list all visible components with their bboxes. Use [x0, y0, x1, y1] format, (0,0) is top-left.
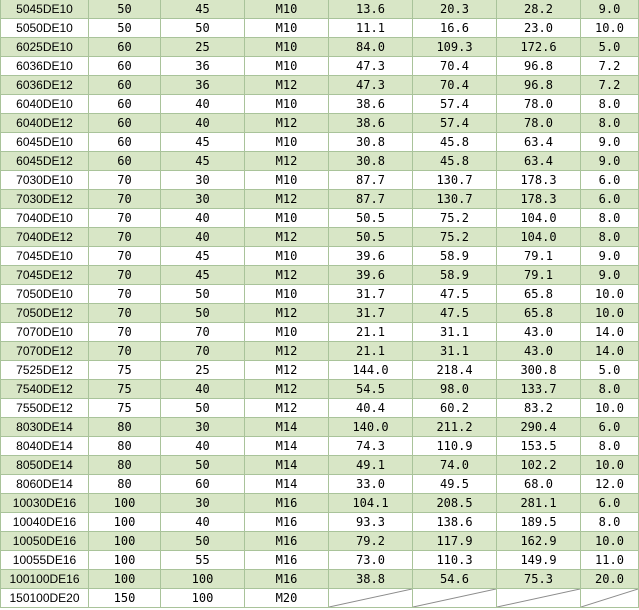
- cell-value-4: 10.0: [581, 399, 639, 418]
- cell-thread: M10: [245, 133, 329, 152]
- cell-model: 8040DE14: [1, 437, 89, 456]
- cell-value-2: 57.4: [413, 114, 497, 133]
- cell-value-3: 172.6: [497, 38, 581, 57]
- table-row: [1, 399, 639, 418]
- table-row: [1, 0, 639, 19]
- cell-dim-a: 70: [89, 285, 161, 304]
- cell-model: 10055DE16: [1, 551, 89, 570]
- cell-dim-b: 36: [161, 76, 245, 95]
- cell-dim-b: 25: [161, 38, 245, 57]
- cell-value-4: 8.0: [581, 513, 639, 532]
- cell-dim-a: 80: [89, 437, 161, 456]
- cell-dim-a: 75: [89, 361, 161, 380]
- cell-model: 7070DE10: [1, 323, 89, 342]
- cell-dim-b: 30: [161, 190, 245, 209]
- cell-value-3: 189.5: [497, 513, 581, 532]
- cell-value-4: 14.0: [581, 323, 639, 342]
- cell-dim-a: 100: [89, 532, 161, 551]
- cell-dim-a: 60: [89, 95, 161, 114]
- cell-dim-a: 50: [89, 0, 161, 19]
- cell-model: 7040DE12: [1, 228, 89, 247]
- empty-cell-diagonal: [581, 589, 638, 607]
- cell-dim-b: 100: [161, 589, 245, 608]
- cell-value-4: 10.0: [581, 304, 639, 323]
- cell-value-3: 28.2: [497, 0, 581, 19]
- cell-dim-a: 100: [89, 494, 161, 513]
- table-row: [1, 494, 639, 513]
- cell-dim-a: 70: [89, 190, 161, 209]
- cell-value-3: 96.8: [497, 57, 581, 76]
- cell-value-4: 8.0: [581, 380, 639, 399]
- cell-value-3: 63.4: [497, 133, 581, 152]
- cell-dim-a: 50: [89, 19, 161, 38]
- cell-value-2: 54.6: [413, 570, 497, 589]
- cell-value-4: 20.0: [581, 570, 639, 589]
- cell-dim-b: 40: [161, 437, 245, 456]
- cell-dim-a: 70: [89, 266, 161, 285]
- cell-dim-a: 100: [89, 570, 161, 589]
- cell-value-3: 104.0: [497, 209, 581, 228]
- cell-model: 6040DE12: [1, 114, 89, 133]
- cell-dim-b: 40: [161, 380, 245, 399]
- cell-value-4: 10.0: [581, 532, 639, 551]
- cell-value-3: 43.0: [497, 323, 581, 342]
- table-row: [1, 114, 639, 133]
- cell-value-4: 9.0: [581, 247, 639, 266]
- cell-dim-a: 100: [89, 551, 161, 570]
- cell-model: 7030DE10: [1, 171, 89, 190]
- cell-value-1: 87.7: [329, 190, 413, 209]
- table-row: [1, 190, 639, 209]
- cell-value-3: 79.1: [497, 266, 581, 285]
- table-row: [1, 38, 639, 57]
- cell-value-2: 57.4: [413, 95, 497, 114]
- cell-thread: M10: [245, 323, 329, 342]
- cell-dim-a: 60: [89, 38, 161, 57]
- cell-value-1: 40.4: [329, 399, 413, 418]
- cell-value-2: 60.2: [413, 399, 497, 418]
- cell-value-2: 74.0: [413, 456, 497, 475]
- cell-value-4: 10.0: [581, 19, 639, 38]
- cell-value-2: 117.9: [413, 532, 497, 551]
- cell-value-2: 130.7: [413, 190, 497, 209]
- cell-model: 7045DE12: [1, 266, 89, 285]
- table-row: [1, 589, 639, 608]
- cell-value-4: 14.0: [581, 342, 639, 361]
- cell-value-2: 58.9: [413, 266, 497, 285]
- cell-value-3: 75.3: [497, 570, 581, 589]
- cell-value-1: 31.7: [329, 285, 413, 304]
- table-row: [1, 152, 639, 171]
- cell-value-3: 78.0: [497, 95, 581, 114]
- cell-value-1: 49.1: [329, 456, 413, 475]
- cell-value-3: 63.4: [497, 152, 581, 171]
- cell-dim-a: 60: [89, 57, 161, 76]
- cell-value-3: 68.0: [497, 475, 581, 494]
- cell-value-4: 9.0: [581, 133, 639, 152]
- cell-dim-b: 45: [161, 247, 245, 266]
- cell-value-4: 8.0: [581, 209, 639, 228]
- cell-thread: M16: [245, 570, 329, 589]
- cell-model: 7050DE10: [1, 285, 89, 304]
- cell-dim-a: 70: [89, 304, 161, 323]
- cell-dim-b: 25: [161, 361, 245, 380]
- cell-thread: M10: [245, 247, 329, 266]
- cell-value-3: 96.8: [497, 76, 581, 95]
- cell-value-1: 31.7: [329, 304, 413, 323]
- cell-thread: M10: [245, 57, 329, 76]
- cell-value-3: 133.7: [497, 380, 581, 399]
- table-row: [1, 76, 639, 95]
- cell-value-4: 7.2: [581, 76, 639, 95]
- cell-value-4: 8.0: [581, 437, 639, 456]
- cell-value-4: 11.0: [581, 551, 639, 570]
- cell-dim-b: 30: [161, 418, 245, 437]
- cell-value-4: 10.0: [581, 456, 639, 475]
- cell-value-2: 45.8: [413, 133, 497, 152]
- cell-value-1: 54.5: [329, 380, 413, 399]
- cell-value-2: 31.1: [413, 323, 497, 342]
- cell-thread: M20: [245, 589, 329, 608]
- table-row: [1, 513, 639, 532]
- cell-model: 6025DE10: [1, 38, 89, 57]
- table-row: [1, 380, 639, 399]
- cell-thread: M14: [245, 418, 329, 437]
- cell-thread: M12: [245, 399, 329, 418]
- cell-value-2: 98.0: [413, 380, 497, 399]
- cell-value-3: 300.8: [497, 361, 581, 380]
- cell-value-1: 79.2: [329, 532, 413, 551]
- cell-value-1: [329, 589, 413, 608]
- cell-dim-a: 60: [89, 76, 161, 95]
- cell-dim-b: 70: [161, 323, 245, 342]
- table-row: [1, 456, 639, 475]
- cell-value-4: 8.0: [581, 95, 639, 114]
- cell-model: 6036DE10: [1, 57, 89, 76]
- cell-value-2: 70.4: [413, 76, 497, 95]
- cell-value-1: 39.6: [329, 266, 413, 285]
- cell-dim-b: 50: [161, 399, 245, 418]
- cell-dim-b: 45: [161, 152, 245, 171]
- cell-value-1: 39.6: [329, 247, 413, 266]
- cell-value-3: 178.3: [497, 171, 581, 190]
- cell-model: 6036DE12: [1, 76, 89, 95]
- cell-model: 5050DE10: [1, 19, 89, 38]
- table-row: [1, 475, 639, 494]
- cell-model: 7045DE10: [1, 247, 89, 266]
- cell-dim-b: 50: [161, 304, 245, 323]
- cell-dim-b: 30: [161, 171, 245, 190]
- cell-value-2: 45.8: [413, 152, 497, 171]
- cell-dim-a: 70: [89, 247, 161, 266]
- cell-value-4: 8.0: [581, 114, 639, 133]
- table-row: [1, 209, 639, 228]
- cell-dim-b: 45: [161, 133, 245, 152]
- cell-value-1: 74.3: [329, 437, 413, 456]
- cell-dim-a: 60: [89, 133, 161, 152]
- cell-value-2: 58.9: [413, 247, 497, 266]
- cell-dim-b: 36: [161, 57, 245, 76]
- cell-value-1: 30.8: [329, 133, 413, 152]
- cell-value-2: 110.3: [413, 551, 497, 570]
- cell-value-4: 9.0: [581, 0, 639, 19]
- cell-model: 7040DE10: [1, 209, 89, 228]
- cell-dim-a: 80: [89, 475, 161, 494]
- cell-model: 8030DE14: [1, 418, 89, 437]
- cell-thread: M12: [245, 361, 329, 380]
- cell-model: 7525DE12: [1, 361, 89, 380]
- cell-value-1: 11.1: [329, 19, 413, 38]
- cell-dim-a: 150: [89, 589, 161, 608]
- empty-cell-diagonal: [497, 589, 580, 607]
- cell-thread: M16: [245, 551, 329, 570]
- cell-thread: M16: [245, 494, 329, 513]
- cell-value-1: 73.0: [329, 551, 413, 570]
- cell-value-4: 5.0: [581, 38, 639, 57]
- cell-model: 8050DE14: [1, 456, 89, 475]
- cell-dim-b: 40: [161, 209, 245, 228]
- cell-value-1: 33.0: [329, 475, 413, 494]
- cell-dim-a: 60: [89, 152, 161, 171]
- cell-model: 7540DE12: [1, 380, 89, 399]
- cell-dim-b: 70: [161, 342, 245, 361]
- cell-value-1: 47.3: [329, 76, 413, 95]
- cell-value-2: 218.4: [413, 361, 497, 380]
- table-row: [1, 551, 639, 570]
- cell-dim-b: 50: [161, 532, 245, 551]
- cell-value-2: 110.9: [413, 437, 497, 456]
- cell-value-4: 6.0: [581, 494, 639, 513]
- cell-value-3: 178.3: [497, 190, 581, 209]
- cell-dim-a: 70: [89, 323, 161, 342]
- cell-model: 10040DE16: [1, 513, 89, 532]
- cell-thread: M10: [245, 19, 329, 38]
- cell-value-4: 6.0: [581, 171, 639, 190]
- cell-dim-a: 70: [89, 209, 161, 228]
- cell-value-1: 21.1: [329, 323, 413, 342]
- cell-value-1: 13.6: [329, 0, 413, 19]
- cell-value-4: [581, 589, 639, 608]
- cell-thread: M12: [245, 266, 329, 285]
- cell-thread: M10: [245, 209, 329, 228]
- cell-dim-a: 80: [89, 418, 161, 437]
- cell-model: 10030DE16: [1, 494, 89, 513]
- cell-thread: M12: [245, 190, 329, 209]
- cell-value-4: 9.0: [581, 152, 639, 171]
- cell-value-1: 50.5: [329, 228, 413, 247]
- cell-thread: M10: [245, 171, 329, 190]
- cell-value-4: 8.0: [581, 228, 639, 247]
- table-row: [1, 304, 639, 323]
- cell-dim-b: 45: [161, 266, 245, 285]
- cell-value-3: 65.8: [497, 285, 581, 304]
- table-row: [1, 532, 639, 551]
- cell-model: 150100DE20: [1, 589, 89, 608]
- table-row: [1, 228, 639, 247]
- cell-value-3: 290.4: [497, 418, 581, 437]
- cell-value-2: 70.4: [413, 57, 497, 76]
- table-row: [1, 570, 639, 589]
- cell-model: 6045DE12: [1, 152, 89, 171]
- cell-value-2: 130.7: [413, 171, 497, 190]
- cell-thread: M10: [245, 95, 329, 114]
- cell-dim-b: 40: [161, 513, 245, 532]
- cell-value-1: 47.3: [329, 57, 413, 76]
- cell-value-1: 104.1: [329, 494, 413, 513]
- cell-dim-a: 80: [89, 456, 161, 475]
- cell-value-3: 83.2: [497, 399, 581, 418]
- cell-dim-b: 50: [161, 285, 245, 304]
- cell-thread: M14: [245, 437, 329, 456]
- cell-value-2: 211.2: [413, 418, 497, 437]
- cell-value-1: 50.5: [329, 209, 413, 228]
- cell-thread: M12: [245, 76, 329, 95]
- cell-value-1: 144.0: [329, 361, 413, 380]
- cell-model: 5045DE10: [1, 0, 89, 19]
- cell-value-4: 6.0: [581, 190, 639, 209]
- cell-value-1: 93.3: [329, 513, 413, 532]
- cell-value-2: 47.5: [413, 304, 497, 323]
- cell-dim-b: 55: [161, 551, 245, 570]
- cell-dim-b: 30: [161, 494, 245, 513]
- cell-dim-a: 70: [89, 228, 161, 247]
- cell-model: 7550DE12: [1, 399, 89, 418]
- cell-value-1: 30.8: [329, 152, 413, 171]
- cell-thread: M16: [245, 513, 329, 532]
- table-row: [1, 19, 639, 38]
- cell-model: 8060DE14: [1, 475, 89, 494]
- cell-thread: M14: [245, 475, 329, 494]
- cell-value-2: 16.6: [413, 19, 497, 38]
- cell-value-3: 281.1: [497, 494, 581, 513]
- cell-value-4: 6.0: [581, 418, 639, 437]
- table-row: [1, 437, 639, 456]
- table-row: [1, 171, 639, 190]
- cell-value-4: 9.0: [581, 266, 639, 285]
- cell-value-1: 87.7: [329, 171, 413, 190]
- cell-thread: M12: [245, 152, 329, 171]
- cell-value-1: 140.0: [329, 418, 413, 437]
- table-row: [1, 285, 639, 304]
- cell-model: 7050DE12: [1, 304, 89, 323]
- cell-dim-b: 45: [161, 0, 245, 19]
- cell-dim-b: 40: [161, 228, 245, 247]
- spec-table-body: [1, 0, 639, 608]
- cell-value-2: 109.3: [413, 38, 497, 57]
- cell-value-3: 102.2: [497, 456, 581, 475]
- cell-dim-b: 100: [161, 570, 245, 589]
- cell-value-4: 12.0: [581, 475, 639, 494]
- cell-thread: M14: [245, 456, 329, 475]
- cell-value-1: 84.0: [329, 38, 413, 57]
- cell-value-3: 65.8: [497, 304, 581, 323]
- table-row: [1, 247, 639, 266]
- cell-value-2: [413, 589, 497, 608]
- cell-value-2: 31.1: [413, 342, 497, 361]
- table-row: [1, 323, 639, 342]
- cell-model: 6040DE10: [1, 95, 89, 114]
- cell-thread: M12: [245, 114, 329, 133]
- cell-thread: M10: [245, 0, 329, 19]
- table-row: [1, 418, 639, 437]
- cell-thread: M12: [245, 380, 329, 399]
- cell-value-2: 75.2: [413, 209, 497, 228]
- cell-dim-a: 75: [89, 380, 161, 399]
- cell-value-4: 10.0: [581, 285, 639, 304]
- table-row: [1, 57, 639, 76]
- table-row: [1, 361, 639, 380]
- cell-model: 10050DE16: [1, 532, 89, 551]
- cell-dim-b: 50: [161, 456, 245, 475]
- cell-value-3: 78.0: [497, 114, 581, 133]
- cell-thread: M12: [245, 304, 329, 323]
- cell-value-2: 208.5: [413, 494, 497, 513]
- cell-value-3: 43.0: [497, 342, 581, 361]
- empty-cell-diagonal: [329, 589, 412, 607]
- cell-dim-a: 70: [89, 342, 161, 361]
- cell-dim-a: 100: [89, 513, 161, 532]
- cell-value-2: 138.6: [413, 513, 497, 532]
- cell-model: 100100DE16: [1, 570, 89, 589]
- cell-value-2: 20.3: [413, 0, 497, 19]
- cell-value-3: 23.0: [497, 19, 581, 38]
- cell-value-2: 75.2: [413, 228, 497, 247]
- cell-value-4: 5.0: [581, 361, 639, 380]
- cell-model: 7070DE12: [1, 342, 89, 361]
- cell-thread: M12: [245, 342, 329, 361]
- cell-value-3: [497, 589, 581, 608]
- cell-model: 7030DE12: [1, 190, 89, 209]
- table-row: [1, 266, 639, 285]
- cell-value-3: 153.5: [497, 437, 581, 456]
- cell-dim-a: 75: [89, 399, 161, 418]
- cell-value-2: 49.5: [413, 475, 497, 494]
- cell-dim-b: 40: [161, 114, 245, 133]
- cell-value-1: 38.6: [329, 95, 413, 114]
- cell-thread: M16: [245, 532, 329, 551]
- cell-value-3: 104.0: [497, 228, 581, 247]
- cell-value-3: 162.9: [497, 532, 581, 551]
- cell-value-2: 47.5: [413, 285, 497, 304]
- table-row: [1, 95, 639, 114]
- cell-thread: M10: [245, 38, 329, 57]
- table-row: [1, 342, 639, 361]
- cell-dim-a: 70: [89, 171, 161, 190]
- cell-dim-b: 40: [161, 95, 245, 114]
- table-row: [1, 133, 639, 152]
- cell-value-3: 149.9: [497, 551, 581, 570]
- cell-value-3: 79.1: [497, 247, 581, 266]
- cell-dim-b: 60: [161, 475, 245, 494]
- cell-thread: M10: [245, 285, 329, 304]
- cell-thread: M12: [245, 228, 329, 247]
- cell-dim-b: 50: [161, 19, 245, 38]
- cell-value-1: 38.8: [329, 570, 413, 589]
- cell-value-4: 7.2: [581, 57, 639, 76]
- cell-value-1: 21.1: [329, 342, 413, 361]
- cell-dim-a: 60: [89, 114, 161, 133]
- empty-cell-diagonal: [413, 589, 496, 607]
- cell-model: 6045DE10: [1, 133, 89, 152]
- cell-value-1: 38.6: [329, 114, 413, 133]
